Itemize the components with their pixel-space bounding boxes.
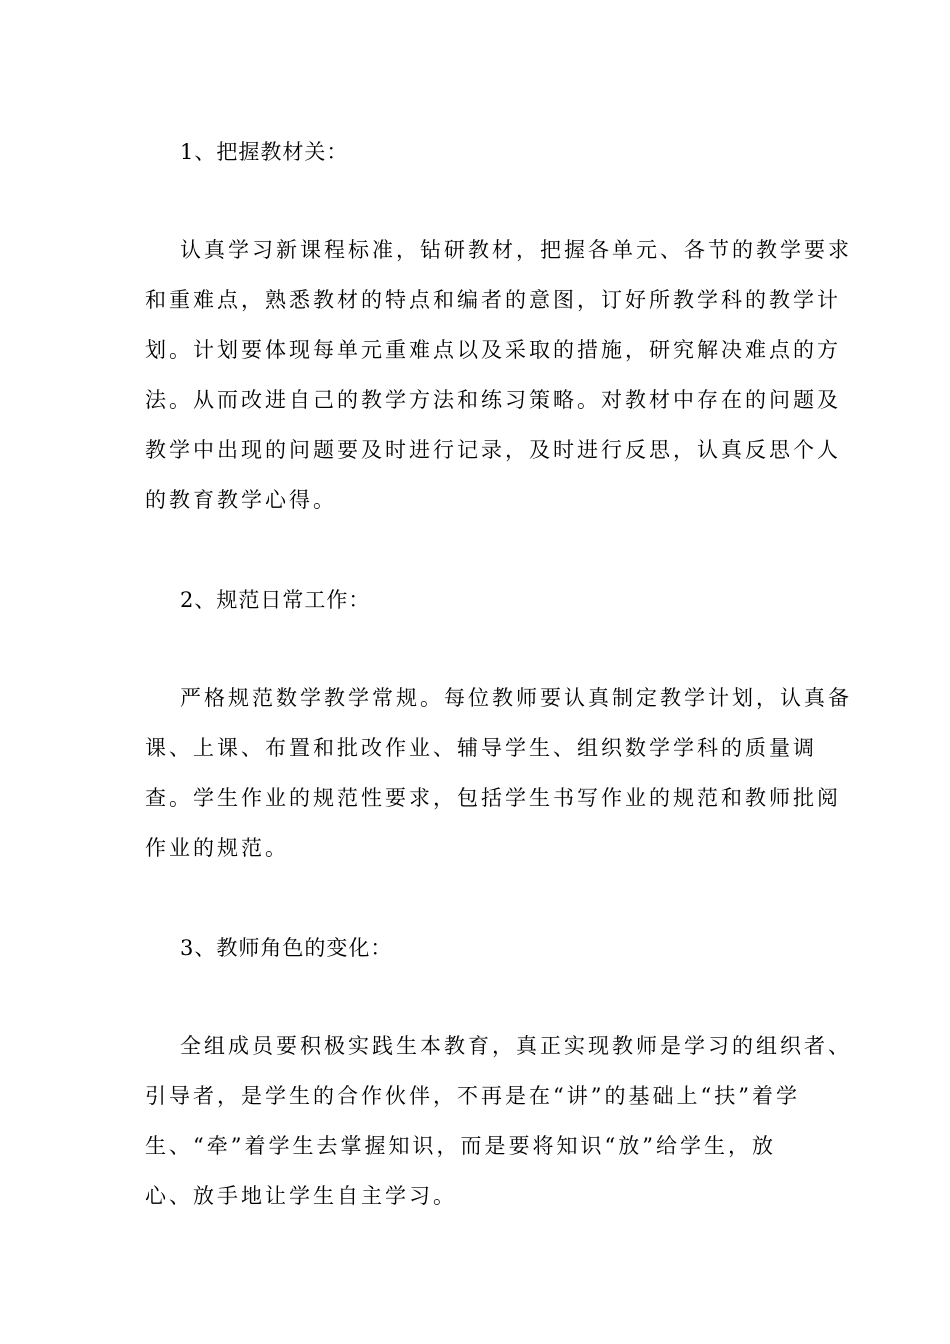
paragraph-line: 心、放手地让学生自主学习。	[145, 1184, 457, 1208]
section-1-heading: 1、把握教材关：	[180, 140, 349, 164]
paragraph-line: 引导者，是学生的合作伙伴，不再是在“讲”的基础上“扶”着学	[145, 1084, 800, 1108]
paragraph-line: 严格规范数学教学常规。每位教师要认真制定教学计划，认真备	[180, 686, 852, 710]
paragraph-line: 作业的规范。	[145, 836, 289, 860]
paragraph-line: 和重难点，熟悉教材的特点和编者的意图，订好所教学科的教学计	[145, 288, 841, 312]
section-2-paragraph	[145, 673, 852, 873]
section-3-heading: 3、教师角色的变化：	[180, 936, 393, 960]
paragraph-line: 法。从而改进自己的教学方法和练习策略。对教材中存在的问题及	[145, 388, 841, 412]
paragraph-line: 划。计划要体现每单元重难点以及采取的措施，研究解决难点的方	[145, 338, 841, 362]
paragraph-line: 全组成员要积极实践生本教育，真正实现教师是学习的组织者、	[180, 1034, 852, 1058]
paragraph-line: 认真学习新课程标准，钻研教材，把握各单元、各节的教学要求	[180, 238, 852, 262]
section-1-paragraph	[145, 225, 852, 525]
paragraph-line: 课、上课、布置和批改作业、辅导学生、组织数学学科的质量调	[145, 736, 817, 760]
paragraph-line: 生、“牵”着学生去掌握知识，而是要将知识“放”给学生，放	[145, 1134, 776, 1158]
paragraph-line: 教学中出现的问题要及时进行记录，及时进行反思，认真反思个人	[145, 438, 841, 462]
paragraph-line: 的教育教学心得。	[145, 488, 337, 512]
section-2-heading: 2、规范日常工作：	[180, 588, 371, 612]
paragraph-line: 查。学生作业的规范性要求，包括学生书写作业的规范和教师批阅	[145, 786, 841, 810]
section-3-paragraph	[145, 1021, 852, 1221]
